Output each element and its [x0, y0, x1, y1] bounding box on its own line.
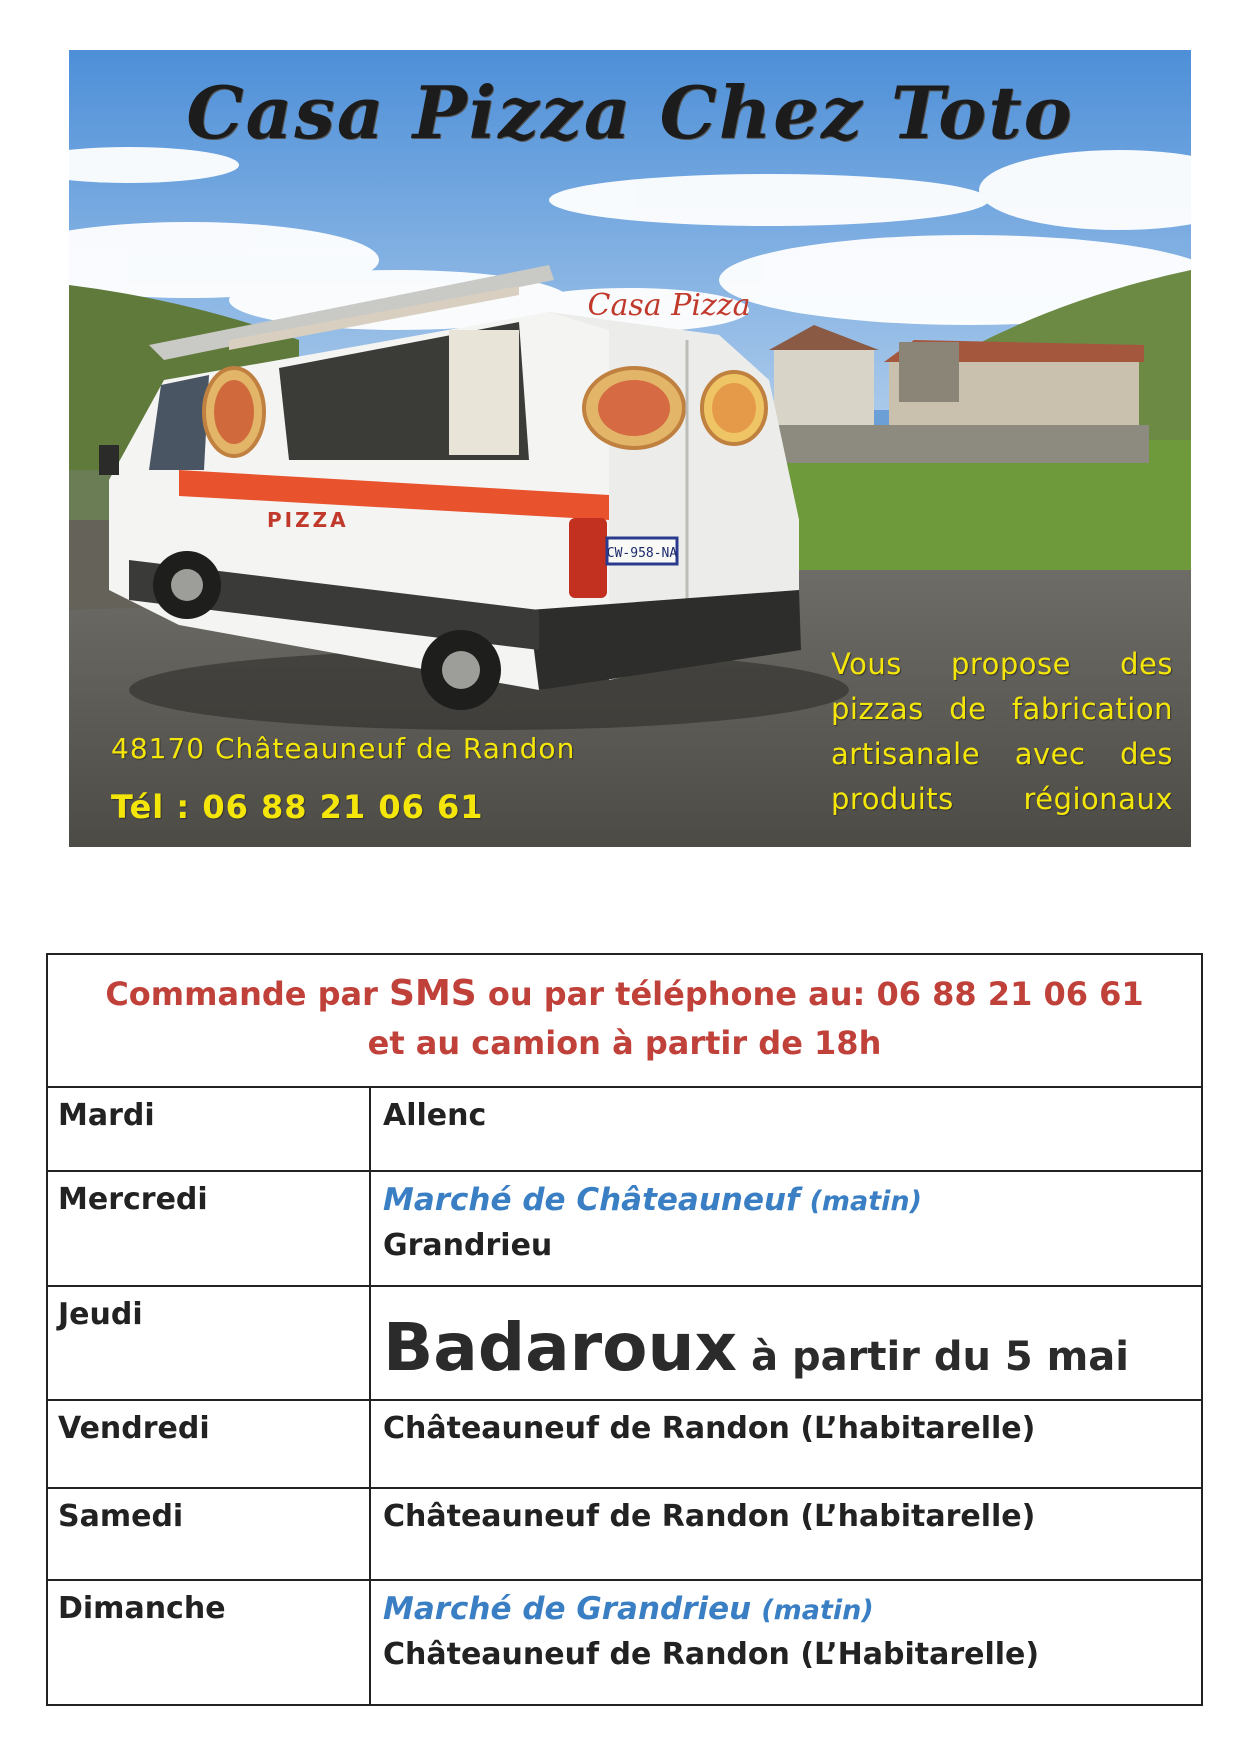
day-cell: Vendredi [48, 1400, 370, 1488]
place-cell [370, 1580, 1201, 1704]
place-text: Grandrieu [383, 1228, 553, 1263]
place-cell [370, 1488, 1201, 1580]
day-cell: Dimanche [48, 1580, 370, 1704]
place-cell [370, 1400, 1201, 1488]
flyer-photo [69, 50, 1191, 847]
place-text: Châteauneuf de Randon (L’habitarelle) [383, 1499, 1036, 1534]
big-place-text: Badaroux [383, 1309, 738, 1386]
market-name: Marché de Châteauneuf [383, 1182, 800, 1218]
day-cell: Mercredi [48, 1171, 370, 1286]
order-info-line-1 [48, 955, 1201, 1014]
address-text: 48170 Châteauneuf de Randon [111, 732, 576, 765]
table-row [48, 1088, 1201, 1171]
market-note: (matin) [809, 1186, 922, 1217]
flyer-title: Casa Pizza Chez Toto [186, 70, 1074, 155]
phone-text: Tél : 06 88 21 06 61 [111, 788, 484, 826]
schedule-table [46, 953, 1203, 1706]
order-info-line-2: et au camion à partir de 18h [367, 1024, 882, 1062]
day-cell: Jeudi [48, 1286, 370, 1400]
market-note: (matin) [761, 1595, 874, 1626]
weekly-schedule [48, 1088, 1201, 1704]
table-row [48, 1580, 1201, 1704]
place-text: Allenc [383, 1098, 487, 1133]
place-text: Châteauneuf de Randon (L’habitarelle) [383, 1411, 1036, 1446]
place-cell [370, 1286, 1201, 1400]
table-row [48, 1171, 1201, 1286]
place-cell [370, 1088, 1201, 1171]
place-text: Châteauneuf de Randon (L’Habitarelle) [383, 1637, 1040, 1672]
tagline-line: produits régionaux [831, 782, 1173, 816]
day-cell: Mardi [48, 1088, 370, 1171]
tagline-line: pizzas de fabrication [831, 692, 1173, 726]
day-cell: Samedi [48, 1488, 370, 1580]
tagline-line: artisanale avec des [831, 737, 1173, 771]
van-license-plate: CW-958-NA [606, 546, 678, 561]
table-row [48, 1286, 1201, 1400]
table-row [48, 1400, 1201, 1488]
table-row [48, 1488, 1201, 1580]
order-info-prefix: Commande par [105, 975, 390, 1013]
place-cell [370, 1171, 1201, 1286]
order-info-sms: SMS [389, 973, 477, 1014]
market-text [383, 1182, 1201, 1218]
tagline-line: Vous propose des [831, 647, 1173, 681]
market-text [383, 1591, 1201, 1627]
big-place-tail: à partir du 5 mai [751, 1334, 1130, 1380]
market-name: Marché de Grandrieu [383, 1591, 752, 1627]
van-side-text: PIZZA [267, 508, 349, 532]
tagline [831, 642, 1173, 822]
order-info-header [48, 955, 1201, 1088]
order-info-phone: ou par téléphone au: 06 88 21 06 61 [476, 975, 1144, 1013]
van-logo-text: Casa Pizza [587, 288, 751, 323]
